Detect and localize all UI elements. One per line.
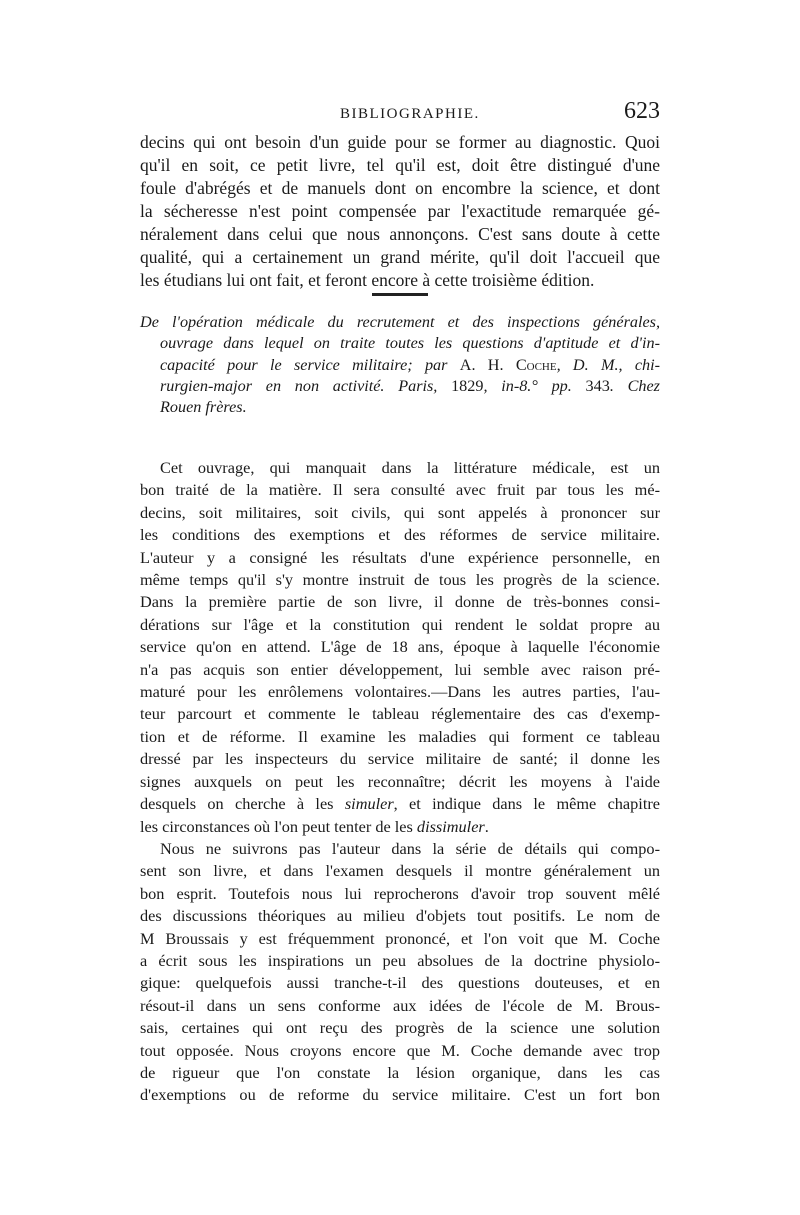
review-text bbox=[140, 457, 660, 1107]
citation-text: , in-8.° pp. bbox=[483, 376, 586, 395]
text-segment: , et indique dans le même chapitre bbox=[393, 794, 660, 814]
text-line: teur parcourt et commente le tableau réglementaire des cas d'exemp- bbox=[140, 704, 660, 724]
text-line: bon esprit. Toutefois nous lui reprocherons d'avoir trop souvent mêlé bbox=[140, 883, 660, 903]
text-line: service qu'on en attend. L'âge de 18 ans, époque à laquelle l'économie bbox=[140, 637, 660, 657]
text-line: sent son livre, et dans l'examen desquels il montre généralement un bbox=[140, 861, 660, 881]
text-line: M Broussais y est fréquemment prononcé, et l'on voit que M. Coche bbox=[140, 928, 660, 948]
page-number: 623 bbox=[624, 98, 660, 124]
text-line: foule d'abrégés et de manuels dont on encombre la science, et dont bbox=[140, 178, 660, 198]
text-line: les conditions des exemptions et des réformes de service militaire. bbox=[140, 525, 660, 545]
citation-text: rurgien-major en non activité. Paris, bbox=[160, 376, 452, 395]
citation-text: capacité pour le service militaire; par bbox=[160, 355, 460, 374]
text-line: tion et de réforme. Il examine les maladies qui forment ce tableau bbox=[140, 726, 660, 746]
citation-text: , D. M., chi- bbox=[556, 355, 661, 374]
text-line: sais, certaines qui ont reçu des progrès de la science une solution bbox=[140, 1018, 660, 1038]
text-line: maturé pour les enrôlemens volontaires.—Dans les autres parties, l'au- bbox=[140, 682, 660, 702]
text-line: les étudians lui ont fait, et feront encore à cette troisième édition. bbox=[140, 270, 595, 290]
emphasis-dissimuler: dissimuler bbox=[416, 816, 485, 836]
text-segment: les circonstances où l'on peut tenter de les bbox=[140, 816, 417, 836]
text-line: decins qui ont besoin d'un guide pour se former au diagnostic. Quoi bbox=[140, 132, 660, 152]
text-line: decins, soit militaires, soit civils, qui sont appelés à prononcer sur bbox=[140, 502, 660, 522]
citation-author: A. H. Coche bbox=[459, 355, 557, 374]
text-line: Cet ouvrage, qui manquait dans la littérature médicale, est un bbox=[160, 458, 660, 477]
emphasis-simuler: simuler bbox=[344, 794, 394, 814]
text-line: résout-il dans un sens conforme aux idées de l'école de M. Brous- bbox=[140, 995, 660, 1015]
section-divider bbox=[372, 293, 428, 296]
text-line: la sécheresse n'est point compensée par l'exactitude remarquée gé- bbox=[140, 201, 660, 221]
text-line: de rigueur que l'on constate la lésion organique, dans les cas bbox=[140, 1062, 660, 1082]
page-header bbox=[140, 98, 660, 128]
text-line: tout opposée. Nous croyons encore que M. Coche demande avec trop bbox=[140, 1040, 660, 1060]
opening-paragraph bbox=[140, 131, 660, 292]
text-line: Nous ne suivrons pas l'auteur dans la série de détails qui compo- bbox=[160, 838, 660, 858]
text-line: néralement dans celui que nous annonçons. C'est sans doute à cette bbox=[140, 224, 660, 244]
text-line: des discussions théoriques au milieu d'objets tout positifs. Le nom de bbox=[140, 906, 660, 926]
text-segment: desquels on cherche à les bbox=[140, 794, 345, 814]
text-line: signes auxquels on peut les reconnaître; décrit les moyens à l'aide bbox=[140, 771, 660, 791]
citation-line: De l'opération médicale du recrutement et des inspections générales, bbox=[140, 313, 660, 331]
text-line: dérations sur l'âge et la constitution qui rendent le soldat propre au bbox=[140, 614, 660, 634]
citation-line bbox=[140, 355, 660, 376]
text-line bbox=[140, 816, 660, 838]
citation-pages: 343 bbox=[585, 376, 610, 395]
citation-year: 1829 bbox=[451, 376, 484, 395]
book-citation bbox=[140, 312, 660, 418]
text-line: L'auteur y a consigné les résultats d'une expérience personnelle, en bbox=[140, 547, 660, 567]
text-line: dressé par les inspecteurs du service militaire de santé; il donne les bbox=[140, 749, 660, 769]
running-title: BIBLIOGRAPHIE. bbox=[340, 106, 480, 122]
text-line bbox=[140, 793, 660, 815]
text-line: qu'il en soit, ce petit livre, tel qu'il est, doit être distingué d'une bbox=[140, 155, 660, 175]
text-line: qualité, qui a certainement un grand mérite, qu'il doit l'accueil que bbox=[140, 247, 660, 267]
text-line: n'a pas acquis son entier développement, lui semble avec raison pré- bbox=[140, 659, 660, 679]
citation-text: . Chez bbox=[609, 376, 660, 395]
text-line: Dans la première partie de son livre, il donne de très-bonnes consi- bbox=[140, 592, 660, 612]
text-line: d'exemptions ou de reforme du service militaire. C'est un fort bon bbox=[140, 1085, 660, 1105]
text-line: gique: quelquefois aussi tranche-t-il des questions douteuses, et en bbox=[140, 973, 660, 993]
text-segment: . bbox=[484, 816, 489, 836]
text-line: même temps qu'il s'y montre instruit de tous les progrès de la science. bbox=[140, 570, 660, 590]
citation-line: ouvrage dans lequel on traite toutes les questions d'aptitude et d'in- bbox=[160, 334, 660, 353]
text-line: bon traité de la matière. Il sera consulté avec fruit par tous les mé- bbox=[140, 480, 660, 500]
citation-line bbox=[140, 376, 660, 397]
citation-line: Rouen frères. bbox=[160, 398, 247, 417]
text-line: a écrit sous les inspirations un peu absolues de la doctrine physiolo- bbox=[140, 950, 660, 970]
